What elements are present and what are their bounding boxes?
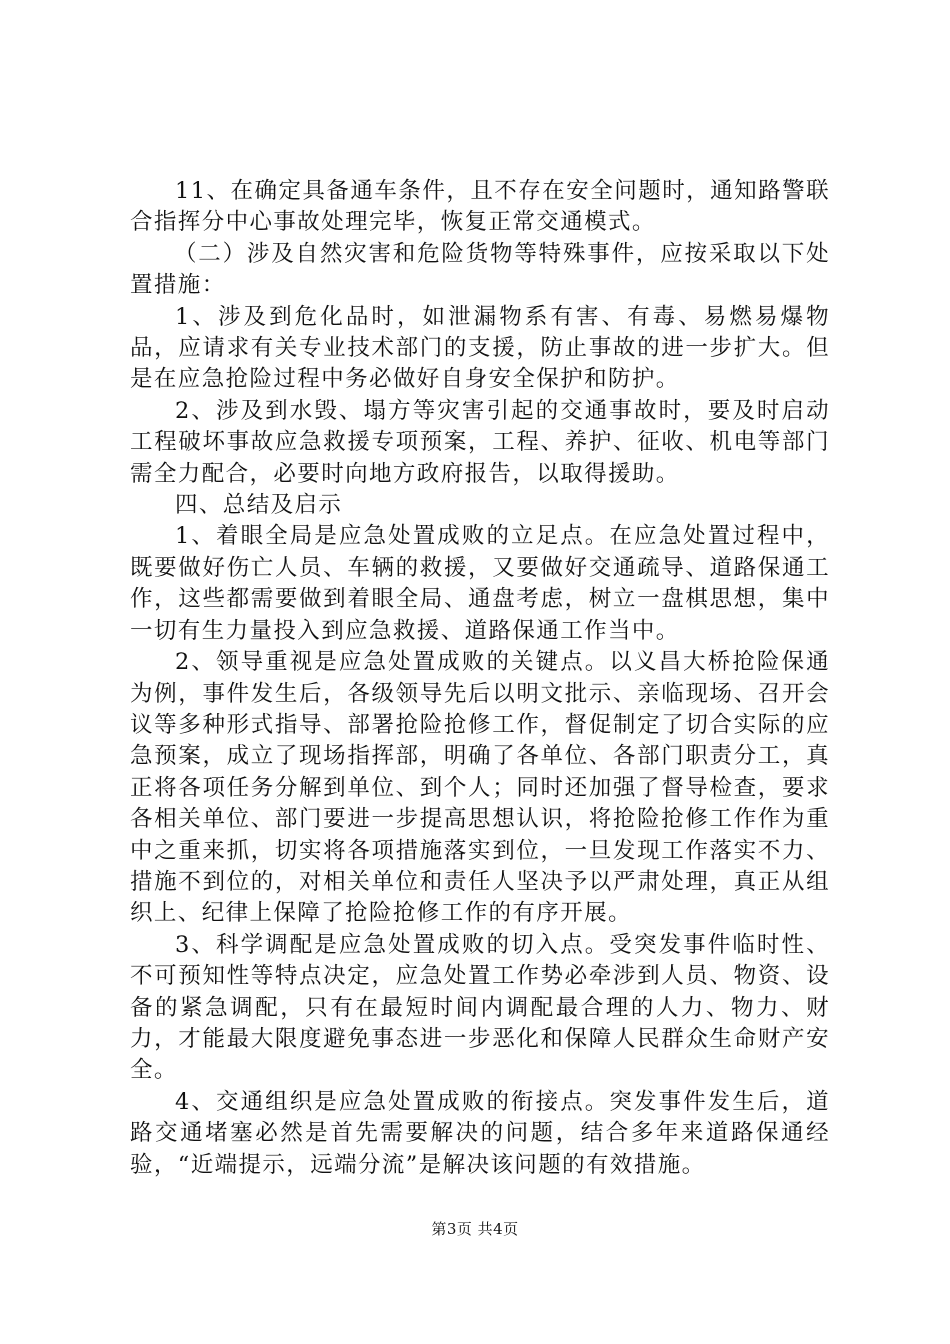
paragraph-leadership: 2、领导重视是应急处置成败的关键点。以义昌大桥抢险保通为例，事件发生后，各级领导先后以明文批示、亲临现场、召开会议等多种形式指导、部署抢险抢修工作，督促制定了切合实际的应急预案，成立了现场指挥部，明确了各单位、各部门职责分工，真正将各项任务分解到单位、到个人；同时还加强了督导检查，要求各相关单位、部门要进一步提高思想认识，将抢险抢修工作作为重中之重来抓，切实将各项措施落实到位，一旦发现工作落实不力、措施不到位的，对相关单位和责任人坚决予以严肃处理，真正从组织上、纪律上保障了抢险抢修工作的有序开展。: [130, 649, 830, 927]
paragraph-water-damage: 2、涉及到水毁、塌方等灾害引起的交通事故时，要及时启动工程破坏事故应急救援专项预案，工程、养护、征收、机电等部门需全力配合，必要时向地方政府报告，以取得援助。: [130, 397, 830, 487]
page-number-footer: 第3页 共4页: [431, 1220, 519, 1238]
paragraph-hazardous-chemicals: 1、涉及到危化品时，如泄漏物系有害、有毒、易燃易爆物品，应请求有关专业技术部门的支援，防止事故的进一步扩大。但是在应急抢险过程中务必做好自身安全保护和防护。: [130, 303, 830, 393]
document-body: [130, 176, 830, 1181]
section-heading-summary: 四、总结及启示: [175, 492, 343, 519]
section-heading-special-events: （二）涉及自然灾害和危险货物等特殊事件，应按采取以下处置措施：: [130, 240, 830, 299]
paragraph-overall-view: 1、着眼全局是应急处置成败的立足点。在应急处置过程中，既要做好伤亡人员、车辆的救援，又要做好交通疏导、道路保通工作，这些都需要做到着眼全局、通盘考虑，树立一盘棋思想，集中一切有生力量投入到应急救援、道路保通工作当中。: [130, 523, 830, 644]
paragraph-traffic-organization: 4、交通组织是应急处置成败的衔接点。突发事件发生后，道路交通堵塞必然是首先需要解决的问题，结合多年来道路保通经验，“近端提示，远端分流”是解决该问题的有效措施。: [130, 1088, 830, 1178]
paragraph-scientific-allocation: 3、科学调配是应急处置成败的切入点。受突发事件临时性、不可预知性等特点决定，应急处置工作势必牵涉到人员、物资、设备的紧急调配，只有在最短时间内调配最合理的人力、物力、财力，才能最大限度避免事态进一步恶化和保障人民群众生命财产安全。: [130, 931, 830, 1084]
paragraph-item-11: 11、在确定具备通车条件，且不存在安全问题时，通知路警联合指挥分中心事故处理完毕，恢复正常交通模式。: [130, 178, 830, 236]
